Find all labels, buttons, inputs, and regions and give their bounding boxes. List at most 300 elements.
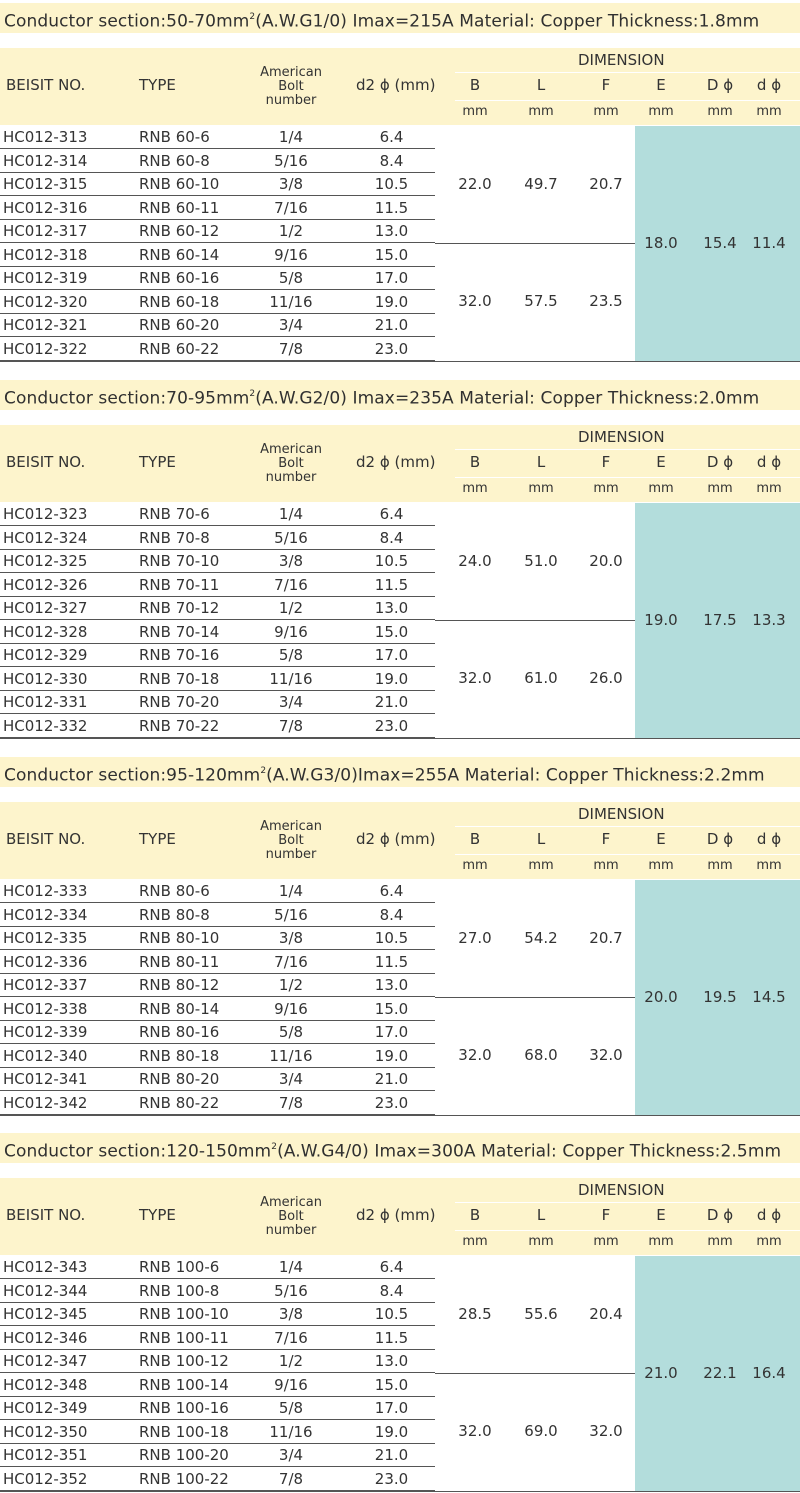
- type-cell: RNB 60-16: [139, 269, 220, 287]
- beisit-no-cell: HC012-347: [3, 1352, 88, 1370]
- d2-cell: 11.5: [374, 575, 409, 594]
- d2-cell: 6.4: [379, 1258, 404, 1276]
- type-cell: RNB 70-6: [139, 505, 210, 523]
- d2-cell: 13.0: [374, 222, 409, 240]
- table-row: [0, 1092, 435, 1115]
- group2-F-value: 26.0: [589, 669, 623, 688]
- group1-F-value: 20.0: [589, 551, 623, 570]
- d2-cell: 15.0: [374, 1375, 409, 1394]
- beisit-no-cell: HC012-350: [3, 1422, 88, 1441]
- type-cell: RNB 100-22: [139, 1469, 229, 1488]
- group1-F-value: 20.7: [589, 928, 623, 947]
- beisit-no-cell: HC012-337: [3, 976, 88, 994]
- bolt-line-1: American: [260, 442, 322, 457]
- header-unit-D: mm: [707, 858, 733, 873]
- header-unit-F: mm: [593, 481, 619, 496]
- header-col-d: d ϕ: [756, 76, 782, 94]
- group1-F-value: 20.4: [589, 1304, 623, 1323]
- header-unit-B: mm: [462, 1234, 488, 1249]
- bolt-cell: 3/4: [278, 316, 304, 334]
- d2-cell: 11.5: [374, 952, 409, 971]
- table-header: [0, 48, 800, 125]
- beisit-no-cell: HC012-324: [3, 528, 88, 547]
- bolt-cell: 5/16: [274, 528, 308, 547]
- d2-cell: 15.0: [374, 245, 409, 264]
- banner-suffix: (A.W.G1/0) Imax=215A Material: Copper Thickness:1.8mm: [255, 11, 760, 32]
- table-row: [0, 338, 435, 361]
- bolt-cell: 3/4: [278, 1070, 304, 1088]
- d2-cell: 23.0: [374, 1093, 409, 1112]
- table-row: [0, 1021, 435, 1044]
- d2-cell: 11.5: [374, 198, 409, 217]
- d2-cell: 21.0: [374, 1446, 409, 1464]
- bolt-cell: 5/8: [278, 646, 304, 664]
- header-type: TYPE: [139, 76, 176, 94]
- header-divider: [455, 72, 800, 73]
- type-cell: RNB 80-14: [139, 999, 220, 1018]
- table-header: [0, 425, 800, 502]
- type-cell: RNB 100-6: [139, 1258, 220, 1276]
- table-bottom-border: [0, 1491, 800, 1492]
- table-row: [0, 503, 435, 526]
- bolt-cell: 7/16: [274, 575, 308, 594]
- table-row: [0, 1444, 435, 1467]
- header-unit-d: mm: [756, 481, 782, 496]
- header-dimension: DIMENSION: [578, 428, 665, 446]
- bolt-cell: 3/8: [278, 929, 304, 947]
- bolt-line-3: number: [265, 847, 317, 862]
- banner-superscript: 2: [249, 12, 256, 22]
- header-col-D: D ϕ: [706, 76, 734, 94]
- d2-cell: 6.4: [379, 882, 404, 900]
- bolt-cell: 7/16: [274, 1328, 308, 1347]
- d2-cell: 17.0: [374, 1023, 409, 1041]
- header-col-F: F: [601, 830, 611, 848]
- bolt-cell: 3/8: [278, 175, 304, 193]
- group2-L-value: 68.0: [524, 1046, 558, 1065]
- group1-B-value: 22.0: [458, 174, 492, 193]
- beisit-no-cell: HC012-328: [3, 622, 88, 641]
- group1-L-value: 55.6: [524, 1304, 558, 1323]
- d2-cell: 8.4: [379, 151, 404, 170]
- table-row: [0, 691, 435, 714]
- header-col-B: B: [469, 453, 481, 471]
- type-cell: RNB 70-10: [139, 552, 220, 570]
- group2-B-value: 32.0: [458, 292, 492, 311]
- header-type: TYPE: [139, 1206, 176, 1224]
- spec-section-4: [0, 1133, 800, 1493]
- group-divider: [435, 243, 635, 244]
- beisit-no-cell: HC012-319: [3, 269, 88, 287]
- header-col-E: E: [656, 830, 666, 848]
- bolt-line-3: number: [265, 93, 317, 108]
- bolt-cell: 11/16: [269, 1422, 313, 1441]
- header-divider: [455, 477, 800, 478]
- header-divider: [455, 449, 800, 450]
- beisit-no-cell: HC012-335: [3, 929, 88, 947]
- spec-section-3: [0, 757, 800, 1117]
- header-bolt-number: [250, 820, 332, 862]
- table-row: [0, 1068, 435, 1091]
- header-unit-F: mm: [593, 1234, 619, 1249]
- bolt-cell: 5/8: [278, 1399, 304, 1417]
- table-row: [0, 126, 435, 149]
- bolt-cell: 9/16: [274, 622, 308, 641]
- header-col-L: L: [536, 76, 546, 94]
- header-d2: d2 ϕ (mm): [356, 1206, 436, 1224]
- type-cell: RNB 60-8: [139, 151, 210, 170]
- type-cell: RNB 80-12: [139, 976, 220, 994]
- beisit-no-cell: HC012-338: [3, 999, 88, 1018]
- table-row: [0, 1045, 435, 1068]
- header-col-D: D ϕ: [706, 1206, 734, 1224]
- beisit-no-cell: HC012-314: [3, 151, 88, 170]
- type-cell: RNB 80-6: [139, 882, 210, 900]
- table-row: [0, 574, 435, 597]
- header-unit-D: mm: [707, 104, 733, 119]
- bolt-cell: 11/16: [269, 1046, 313, 1065]
- group1-L-value: 49.7: [524, 174, 558, 193]
- header-unit-E: mm: [648, 1234, 674, 1249]
- header-unit-L: mm: [528, 481, 554, 496]
- shared-D-value: 17.5: [703, 610, 737, 629]
- header-unit-D: mm: [707, 1234, 733, 1249]
- group1-B-value: 24.0: [458, 551, 492, 570]
- table-row: [0, 550, 435, 573]
- shared-d-value: 13.3: [752, 610, 786, 629]
- table-row: [0, 597, 435, 620]
- d2-cell: 10.5: [374, 552, 409, 570]
- bolt-cell: 1/2: [278, 222, 304, 240]
- shared-d-value: 14.5: [752, 987, 786, 1006]
- type-cell: RNB 100-8: [139, 1281, 220, 1300]
- beisit-no-cell: HC012-320: [3, 292, 88, 311]
- group1-B-value: 27.0: [458, 928, 492, 947]
- section-banner: [0, 3, 800, 33]
- beisit-no-cell: HC012-330: [3, 669, 88, 688]
- header-dimension: DIMENSION: [578, 805, 665, 823]
- beisit-no-cell: HC012-327: [3, 599, 88, 617]
- header-unit-L: mm: [528, 858, 554, 873]
- bolt-line-1: American: [260, 1195, 322, 1210]
- beisit-no-cell: HC012-345: [3, 1305, 88, 1323]
- banner-suffix: (A.W.G2/0) Imax=235A Material: Copper Thickness:2.0mm: [255, 388, 760, 409]
- d2-cell: 13.0: [374, 599, 409, 617]
- beisit-no-cell: HC012-344: [3, 1281, 88, 1300]
- type-cell: RNB 80-11: [139, 952, 220, 971]
- bolt-cell: 3/4: [278, 1446, 304, 1464]
- beisit-no-cell: HC012-325: [3, 552, 88, 570]
- type-cell: RNB 80-18: [139, 1046, 220, 1065]
- beisit-no-cell: HC012-346: [3, 1328, 88, 1347]
- d2-cell: 19.0: [374, 1046, 409, 1065]
- shared-d-value: 16.4: [752, 1363, 786, 1382]
- group1-F-value: 20.7: [589, 174, 623, 193]
- table-header: [0, 1178, 800, 1255]
- header-unit-L: mm: [528, 1234, 554, 1249]
- header-beisit-no: BEISIT NO.: [6, 830, 86, 848]
- group2-L-value: 57.5: [524, 292, 558, 311]
- bolt-line-2: Bolt: [278, 456, 304, 471]
- bolt-line-2: Bolt: [278, 79, 304, 94]
- d2-cell: 8.4: [379, 528, 404, 547]
- bolt-cell: 1/2: [278, 599, 304, 617]
- beisit-no-cell: HC012-316: [3, 198, 88, 217]
- table-row: [0, 291, 435, 314]
- table-bottom-border: [0, 1115, 800, 1116]
- header-bolt-number: [250, 443, 332, 485]
- header-unit-d: mm: [756, 104, 782, 119]
- type-cell: RNB 80-8: [139, 905, 210, 924]
- beisit-no-cell: HC012-317: [3, 222, 88, 240]
- bolt-line-2: Bolt: [278, 1209, 304, 1224]
- banner-suffix: (A.W.G3/0)Imax=255A Material: Copper Thickness:2.2mm: [266, 765, 765, 786]
- shared-E-value: 20.0: [644, 987, 678, 1006]
- bolt-cell: 5/8: [278, 269, 304, 287]
- banner-prefix: Conductor section:120-150mm: [4, 1141, 272, 1162]
- bolt-cell: 1/2: [278, 1352, 304, 1370]
- type-cell: RNB 70-14: [139, 622, 220, 641]
- header-unit-E: mm: [648, 104, 674, 119]
- type-cell: RNB 70-20: [139, 693, 220, 711]
- beisit-no-cell: HC012-322: [3, 339, 88, 358]
- beisit-no-cell: HC012-334: [3, 905, 88, 924]
- beisit-no-cell: HC012-331: [3, 693, 88, 711]
- shared-D-value: 15.4: [703, 233, 737, 252]
- group1-B-value: 28.5: [458, 1304, 492, 1323]
- beisit-no-cell: HC012-313: [3, 128, 88, 146]
- section-banner: [0, 757, 800, 787]
- d2-cell: 15.0: [374, 999, 409, 1018]
- group2-B-value: 32.0: [458, 1046, 492, 1065]
- table-row: [0, 1468, 435, 1491]
- type-cell: RNB 60-18: [139, 292, 220, 311]
- type-cell: RNB 70-16: [139, 646, 220, 664]
- bolt-line-3: number: [265, 470, 317, 485]
- beisit-no-cell: HC012-349: [3, 1399, 88, 1417]
- d2-cell: 11.5: [374, 1328, 409, 1347]
- beisit-no-cell: HC012-321: [3, 316, 88, 334]
- table-row: [0, 1280, 435, 1303]
- beisit-no-cell: HC012-342: [3, 1093, 88, 1112]
- d2-cell: 19.0: [374, 1422, 409, 1441]
- table-row: [0, 927, 435, 950]
- header-col-L: L: [536, 453, 546, 471]
- group2-F-value: 32.0: [589, 1046, 623, 1065]
- bolt-line-3: number: [265, 1223, 317, 1238]
- banner-superscript: 2: [271, 1142, 278, 1152]
- type-cell: RNB 60-10: [139, 175, 220, 193]
- header-unit-D: mm: [707, 481, 733, 496]
- header-beisit-no: BEISIT NO.: [6, 76, 86, 94]
- type-cell: RNB 60-20: [139, 316, 220, 334]
- beisit-no-cell: HC012-329: [3, 646, 88, 664]
- banner-prefix: Conductor section:70-95mm: [4, 388, 250, 409]
- table-row: [0, 880, 435, 903]
- beisit-no-cell: HC012-340: [3, 1046, 88, 1065]
- header-col-d: d ϕ: [756, 830, 782, 848]
- d2-cell: 17.0: [374, 646, 409, 664]
- header-divider: [455, 826, 800, 827]
- type-cell: RNB 70-22: [139, 716, 220, 735]
- type-cell: RNB 60-6: [139, 128, 210, 146]
- d2-cell: 21.0: [374, 316, 409, 334]
- bolt-cell: 3/8: [278, 1305, 304, 1323]
- table-row: [0, 1303, 435, 1326]
- type-cell: RNB 80-10: [139, 929, 220, 947]
- d2-cell: 8.4: [379, 905, 404, 924]
- group-divider: [435, 620, 635, 621]
- banner-prefix: Conductor section:95-120mm: [4, 765, 261, 786]
- type-cell: RNB 70-12: [139, 599, 220, 617]
- bolt-cell: 11/16: [269, 669, 313, 688]
- group-divider: [435, 997, 635, 998]
- header-bolt-number: [250, 1196, 332, 1238]
- bolt-cell: 1/4: [278, 1258, 304, 1276]
- bolt-cell: 3/4: [278, 693, 304, 711]
- type-cell: RNB 100-10: [139, 1305, 229, 1323]
- shared-D-value: 22.1: [703, 1363, 737, 1382]
- bolt-cell: 5/16: [274, 151, 308, 170]
- type-cell: RNB 100-20: [139, 1446, 229, 1464]
- type-cell: RNB 100-16: [139, 1399, 229, 1417]
- shared-E-value: 21.0: [644, 1363, 678, 1382]
- bolt-line-1: American: [260, 65, 322, 80]
- table-row: [0, 904, 435, 927]
- group2-L-value: 69.0: [524, 1422, 558, 1441]
- d2-cell: 17.0: [374, 269, 409, 287]
- d2-cell: 8.4: [379, 1281, 404, 1300]
- table-row: [0, 173, 435, 196]
- bolt-cell: 1/4: [278, 505, 304, 523]
- type-cell: RNB 70-8: [139, 528, 210, 547]
- bolt-line-1: American: [260, 819, 322, 834]
- header-divider: [455, 1230, 800, 1231]
- table-bottom-border: [0, 361, 800, 362]
- bolt-cell: 1/2: [278, 976, 304, 994]
- d2-cell: 21.0: [374, 1070, 409, 1088]
- header-divider: [455, 100, 800, 101]
- group2-B-value: 32.0: [458, 669, 492, 688]
- header-col-D: D ϕ: [706, 453, 734, 471]
- banner-prefix: Conductor section:50-70mm: [4, 11, 250, 32]
- header-beisit-no: BEISIT NO.: [6, 453, 86, 471]
- bolt-cell: 1/4: [278, 128, 304, 146]
- header-col-d: d ϕ: [756, 1206, 782, 1224]
- d2-cell: 19.0: [374, 669, 409, 688]
- shared-E-value: 18.0: [644, 233, 678, 252]
- header-unit-d: mm: [756, 858, 782, 873]
- beisit-no-cell: HC012-333: [3, 882, 88, 900]
- bolt-cell: 11/16: [269, 292, 313, 311]
- type-cell: RNB 100-11: [139, 1328, 229, 1347]
- group-divider: [435, 1373, 635, 1374]
- table-row: [0, 1256, 435, 1279]
- group1-L-value: 54.2: [524, 928, 558, 947]
- table-row: [0, 1397, 435, 1420]
- header-unit-B: mm: [462, 481, 488, 496]
- table-row: [0, 1421, 435, 1444]
- table-row: [0, 974, 435, 997]
- section-banner: [0, 380, 800, 410]
- d2-cell: 13.0: [374, 976, 409, 994]
- header-col-E: E: [656, 1206, 666, 1224]
- header-unit-d: mm: [756, 1234, 782, 1249]
- table-row: [0, 220, 435, 243]
- beisit-no-cell: HC012-343: [3, 1258, 88, 1276]
- section-banner: [0, 1133, 800, 1163]
- type-cell: RNB 80-20: [139, 1070, 220, 1088]
- table-row: [0, 197, 435, 220]
- d2-cell: 23.0: [374, 339, 409, 358]
- header-col-F: F: [601, 453, 611, 471]
- table-row: [0, 621, 435, 644]
- type-cell: RNB 60-14: [139, 245, 220, 264]
- beisit-no-cell: HC012-326: [3, 575, 88, 594]
- group2-B-value: 32.0: [458, 1422, 492, 1441]
- bolt-cell: 7/8: [278, 339, 304, 358]
- group2-F-value: 32.0: [589, 1422, 623, 1441]
- shared-E-value: 19.0: [644, 610, 678, 629]
- type-cell: RNB 100-14: [139, 1375, 229, 1394]
- group1-L-value: 51.0: [524, 551, 558, 570]
- table-row: [0, 527, 435, 550]
- header-unit-L: mm: [528, 104, 554, 119]
- bolt-cell: 7/8: [278, 716, 304, 735]
- header-col-B: B: [469, 830, 481, 848]
- bolt-line-2: Bolt: [278, 833, 304, 848]
- type-cell: RNB 70-18: [139, 669, 220, 688]
- bolt-cell: 9/16: [274, 1375, 308, 1394]
- header-divider: [455, 854, 800, 855]
- group2-F-value: 23.5: [589, 292, 623, 311]
- beisit-no-cell: HC012-323: [3, 505, 88, 523]
- bolt-cell: 1/4: [278, 882, 304, 900]
- bolt-cell: 7/16: [274, 952, 308, 971]
- header-type: TYPE: [139, 830, 176, 848]
- type-cell: RNB 70-11: [139, 575, 220, 594]
- header-col-L: L: [536, 1206, 546, 1224]
- header-dimension: DIMENSION: [578, 1181, 665, 1199]
- banner-superscript: 2: [249, 389, 256, 399]
- spec-section-1: [0, 3, 800, 363]
- shared-d-value: 11.4: [752, 233, 786, 252]
- header-unit-E: mm: [648, 858, 674, 873]
- beisit-no-cell: HC012-348: [3, 1375, 88, 1394]
- bolt-cell: 9/16: [274, 999, 308, 1018]
- header-col-E: E: [656, 453, 666, 471]
- table-row: [0, 1327, 435, 1350]
- bolt-cell: 5/16: [274, 1281, 308, 1300]
- header-unit-B: mm: [462, 858, 488, 873]
- d2-cell: 15.0: [374, 622, 409, 641]
- table-bottom-border: [0, 738, 800, 739]
- d2-cell: 10.5: [374, 175, 409, 193]
- table-header: [0, 802, 800, 879]
- beisit-no-cell: HC012-318: [3, 245, 88, 264]
- beisit-no-cell: HC012-341: [3, 1070, 88, 1088]
- header-d2: d2 ϕ (mm): [356, 830, 436, 848]
- header-unit-B: mm: [462, 104, 488, 119]
- table-row: [0, 998, 435, 1021]
- header-unit-F: mm: [593, 104, 619, 119]
- table-row: [0, 951, 435, 974]
- type-cell: RNB 80-16: [139, 1023, 220, 1041]
- table-row: [0, 1374, 435, 1397]
- bolt-cell: 7/8: [278, 1469, 304, 1488]
- bolt-cell: 9/16: [274, 245, 308, 264]
- header-col-L: L: [536, 830, 546, 848]
